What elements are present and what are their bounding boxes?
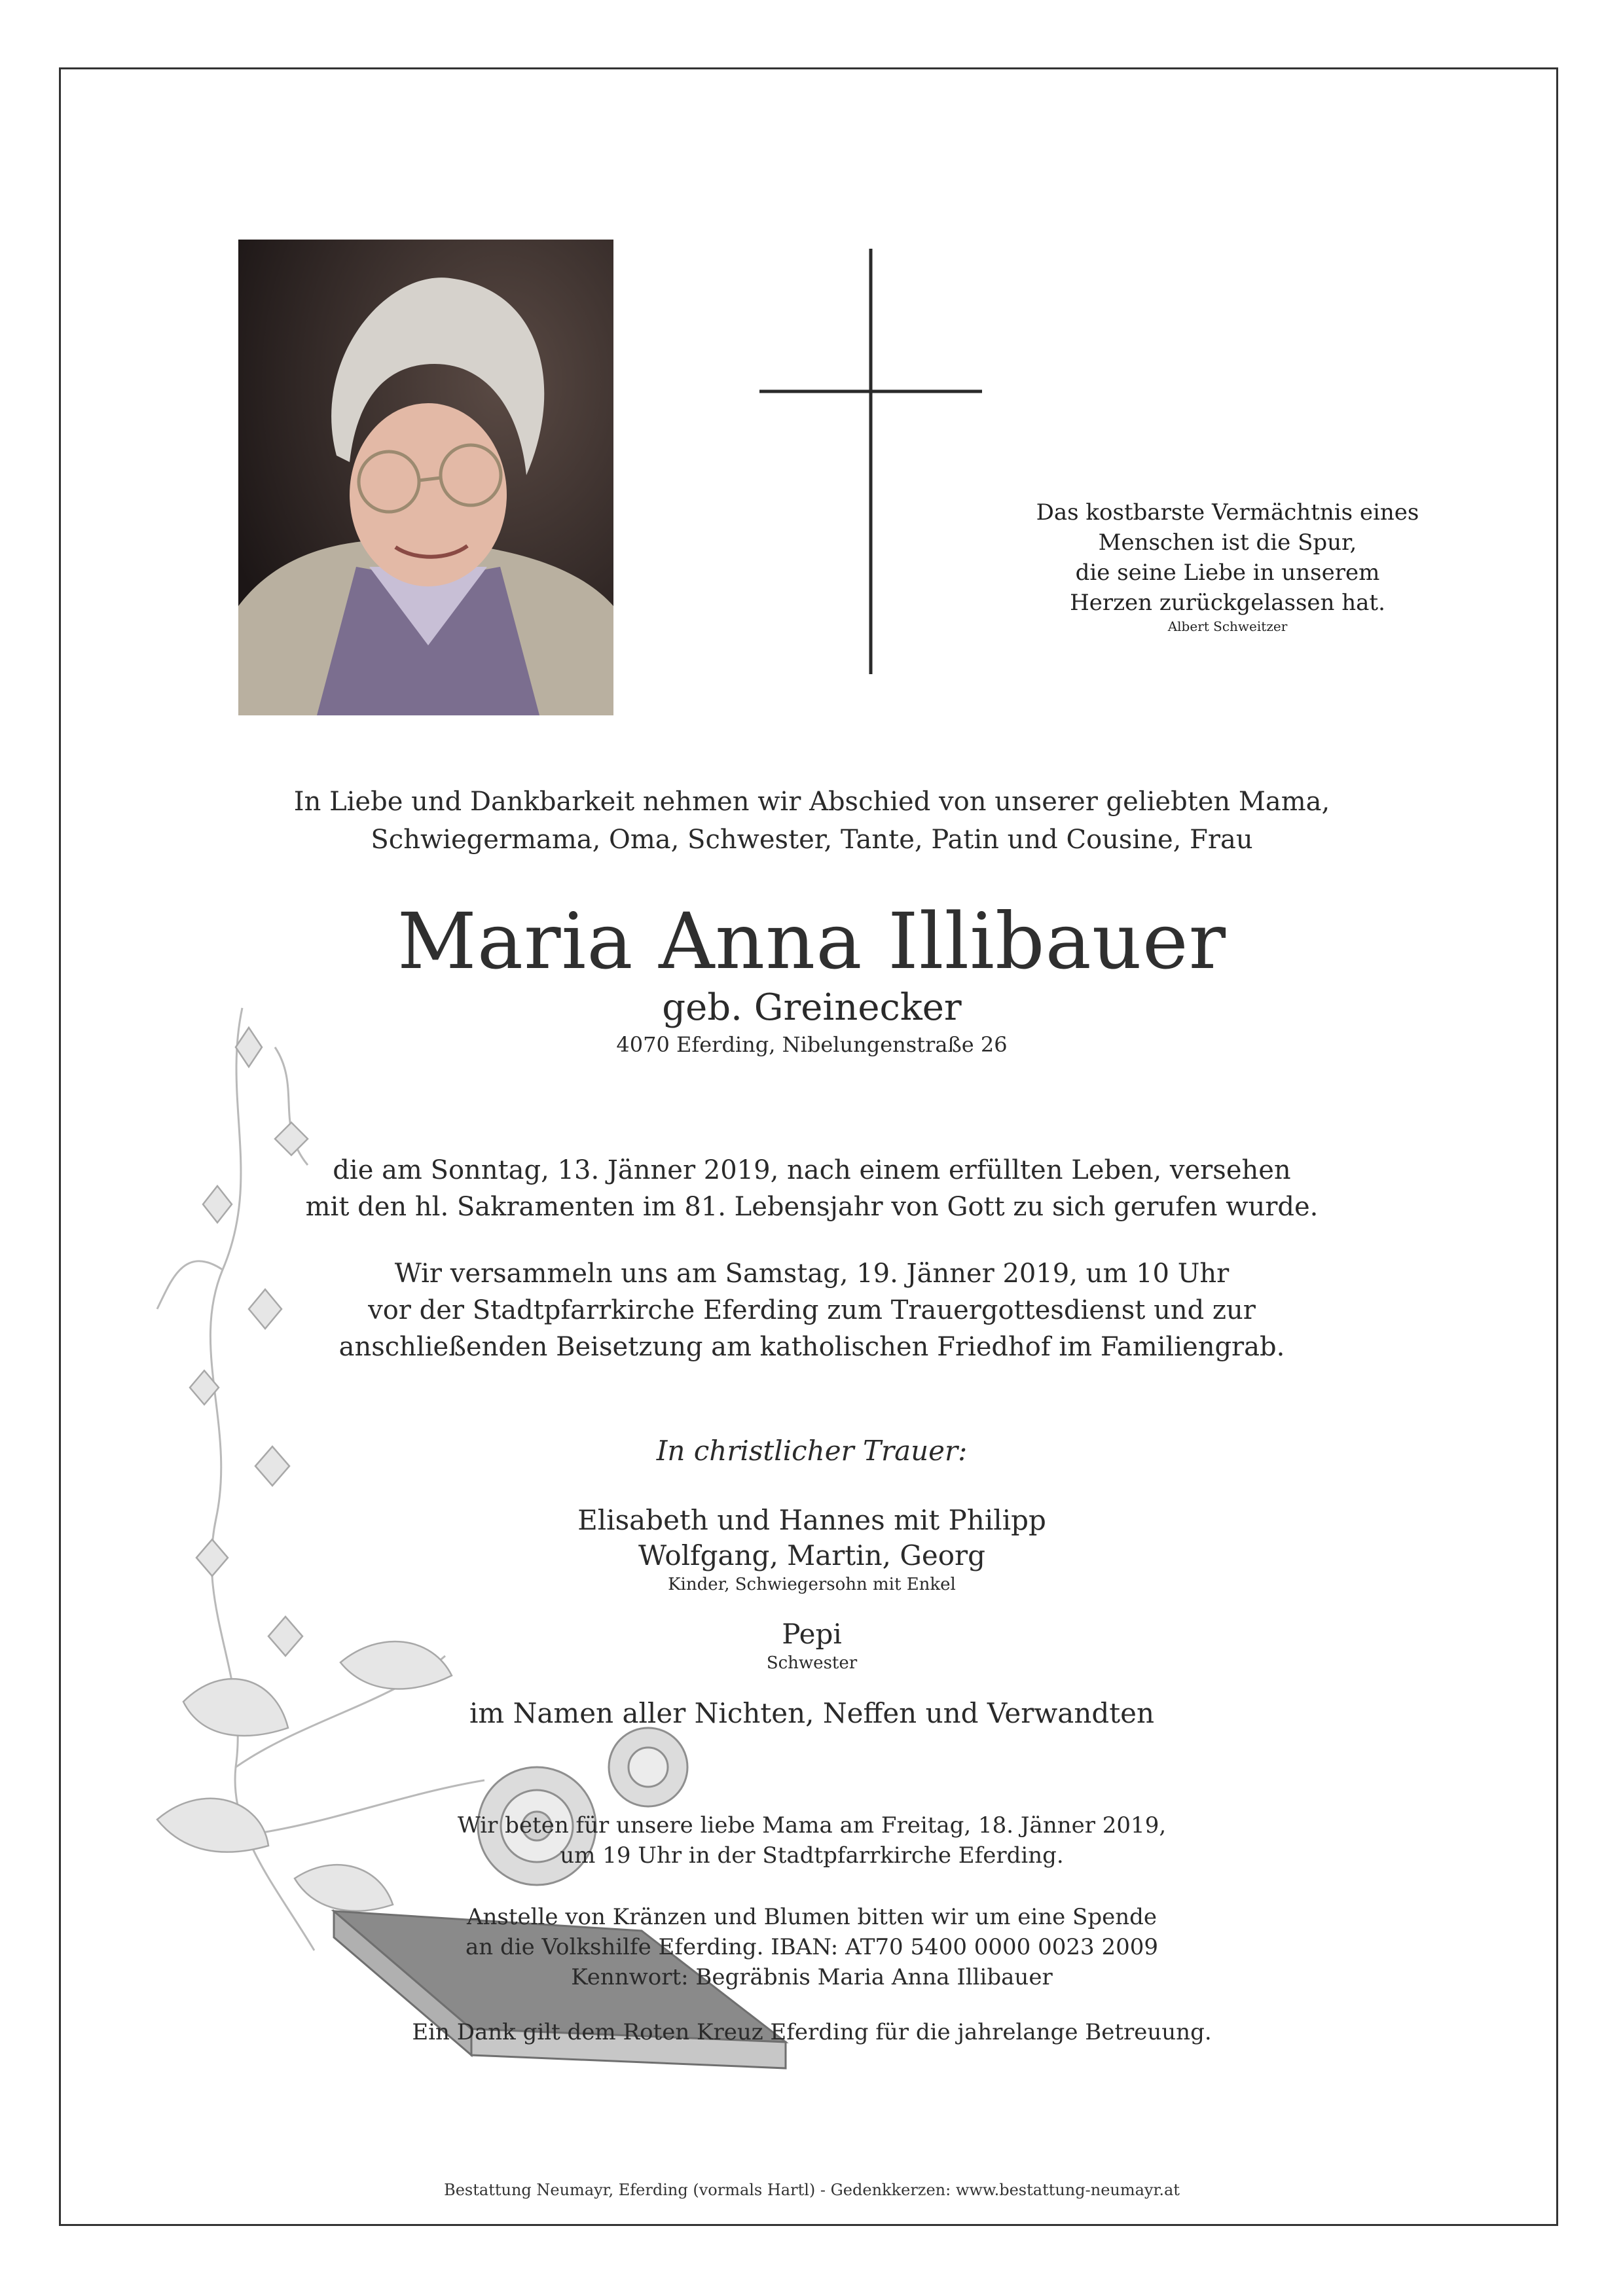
- prayer-info: [157, 1810, 1467, 1871]
- donation-line: an die Volkshilfe Eferding. IBAN: AT70 5400 0000 0023 2009: [465, 1934, 1158, 1960]
- mourner-group: [157, 1503, 1467, 1596]
- relatives-line: im Namen aller Nichten, Neffen und Verwandten: [469, 1697, 1155, 1729]
- service-line: anschließenden Beisetzung am katholischen Friedhof im Familiengrab.: [338, 1332, 1285, 1362]
- death-line: die am Sonntag, 13. Jänner 2019, nach einem erfüllten Leben, versehen: [333, 1155, 1291, 1185]
- portrait-photo: [238, 240, 613, 715]
- intro-line: In Liebe und Dankbarkeit nehmen wir Abschied von unserer geliebten Mama,: [293, 787, 1330, 817]
- funeral-service-info: [157, 1255, 1467, 1365]
- thanks-line: Ein Dank gilt dem Roten Kreuz Eferding für die jahrelange Betreuung.: [412, 2019, 1212, 2045]
- memorial-quote: [943, 497, 1512, 635]
- quote-line: Menschen ist die Spur,: [1098, 529, 1357, 556]
- mourning-heading: In christlicher Trauer:: [656, 1435, 968, 1467]
- mourner-group: [157, 1617, 1467, 1674]
- maiden-name: geb. Greinecker: [662, 986, 962, 1029]
- deceased-address: 4070 Eferding, Nibelungenstraße 26: [616, 1032, 1008, 1057]
- mourner-names: Wolfgang, Martin, Georg: [638, 1539, 985, 1571]
- prayer-line: Wir beten für unsere liebe Mama am Freitag, 18. Jänner 2019,: [457, 1812, 1167, 1839]
- service-line: vor der Stadtpfarrkirche Eferding zum Trauergottesdienst und zur: [368, 1295, 1256, 1325]
- mourner-names: Pepi: [782, 1618, 842, 1650]
- donation-line: Anstelle von Kränzen und Blumen bitten wir um eine Spende: [466, 1904, 1158, 1930]
- death-line: mit den hl. Sakramenten im 81. Lebensjahr von Gott zu sich gerufen wurde.: [305, 1192, 1319, 1222]
- mourner-role: Schwester: [766, 1653, 858, 1673]
- intro-line: Schwiegermama, Oma, Schwester, Tante, Patin und Cousine, Frau: [371, 825, 1253, 855]
- mourner-names: Elisabeth und Hannes mit Philipp: [577, 1504, 1046, 1536]
- death-notice: [157, 1152, 1467, 1225]
- donation-info: [157, 1902, 1467, 1992]
- quote-author: Albert Schweitzer: [1167, 619, 1288, 634]
- prayer-line: um 19 Uhr in der Stadtpfarrkirche Eferding.: [560, 1842, 1064, 1869]
- quote-line: Das kostbarste Vermächtnis eines: [1036, 499, 1419, 526]
- service-line: Wir versammeln uns am Samstag, 19. Jänner 2019, um 10 Uhr: [394, 1259, 1230, 1289]
- deceased-name: Maria Anna Illibauer: [397, 896, 1227, 986]
- intro-text: [157, 783, 1467, 859]
- donation-line: Kennwort: Begräbnis Maria Anna Illibauer: [571, 1964, 1053, 1990]
- footer-text: Bestattung Neumayr, Eferding (vormals Hartl) - Gedenkkerzen: www.bestattung-neumayr.at: [444, 2181, 1180, 2199]
- quote-line: die seine Liebe in unserem: [1075, 560, 1380, 586]
- mourner-role: Kinder, Schwiegersohn mit Enkel: [668, 1575, 956, 1594]
- quote-line: Herzen zurückgelassen hat.: [1070, 590, 1385, 616]
